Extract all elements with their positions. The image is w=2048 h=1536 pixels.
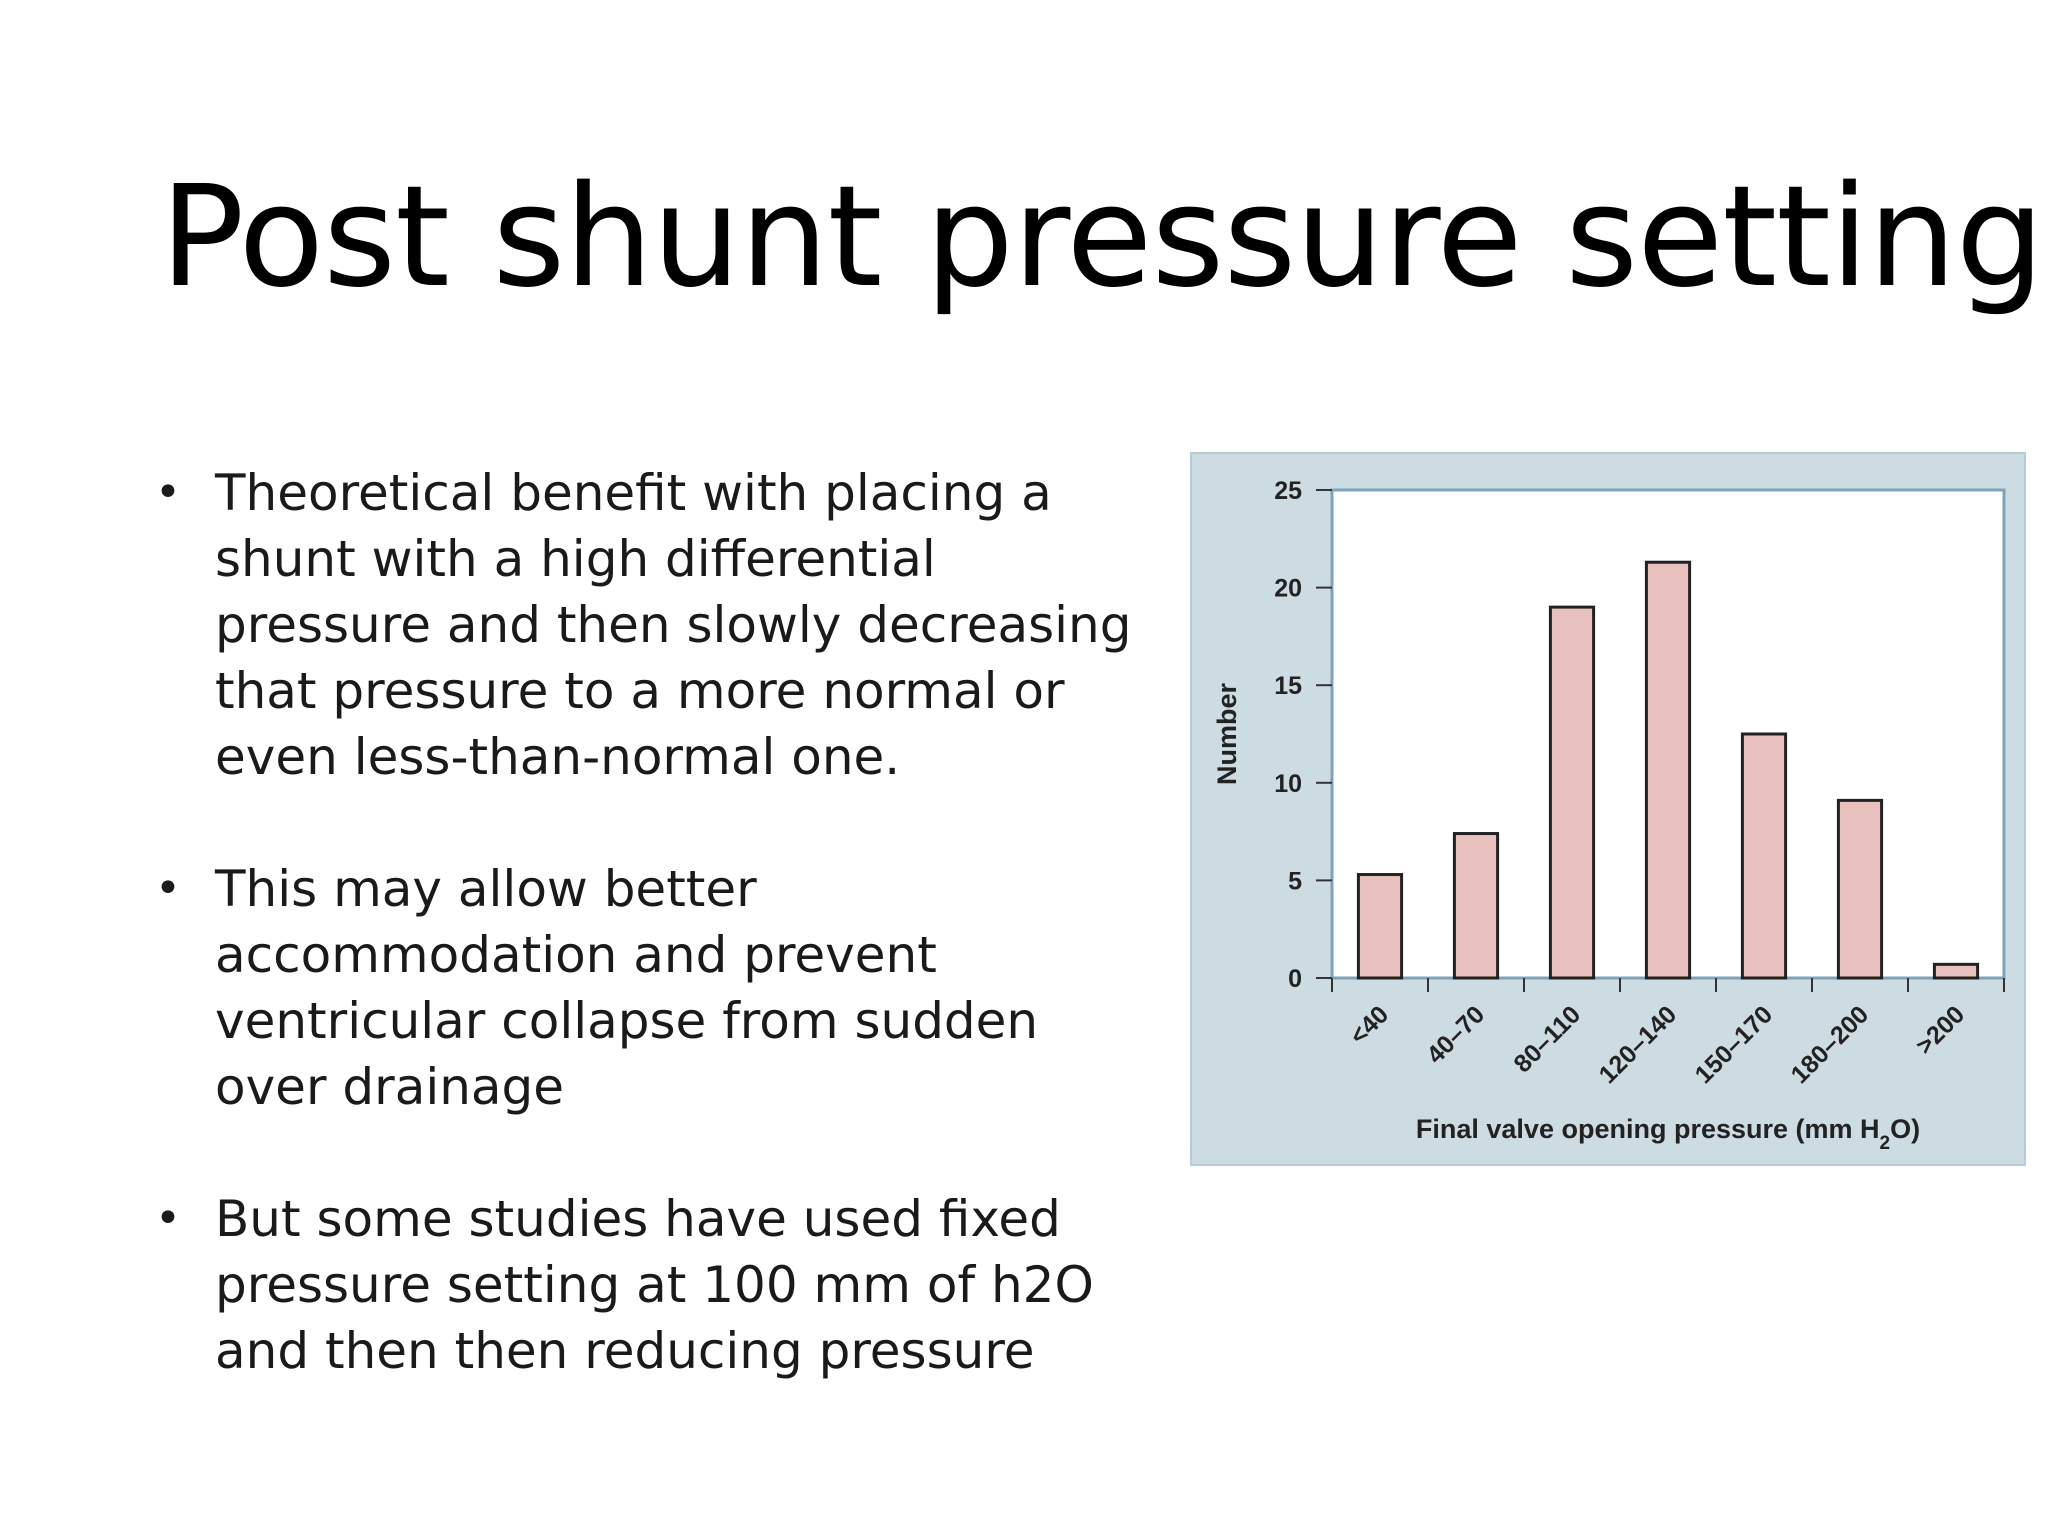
x-axis-label-subscript: 2 bbox=[1879, 1132, 1891, 1154]
x-axis-label-suffix: O) bbox=[1890, 1114, 1921, 1144]
x-tick-label: 150–170 bbox=[1689, 1000, 1779, 1090]
x-tick-label: 120–140 bbox=[1593, 1000, 1683, 1090]
chart-panel bbox=[1190, 452, 2026, 1166]
bar-chart bbox=[1192, 454, 2028, 1168]
bullet-dot-icon: • bbox=[155, 1193, 181, 1244]
x-axis-label-main: Final valve opening pressure (mm H bbox=[1415, 1114, 1880, 1144]
x-tick-label: 180–200 bbox=[1785, 1000, 1875, 1090]
bullet-item bbox=[155, 1186, 1135, 1384]
y-tick-label: 0 bbox=[1288, 965, 1302, 993]
y-tick-label: 15 bbox=[1274, 672, 1302, 701]
bar bbox=[1454, 834, 1497, 978]
bar bbox=[1358, 875, 1401, 978]
bullet-item bbox=[155, 856, 1135, 1120]
x-axis bbox=[1332, 978, 2004, 1089]
x-axis-label bbox=[1416, 1114, 1920, 1154]
x-tick-label: >200 bbox=[1910, 1000, 1971, 1061]
bullet-dot-icon: • bbox=[155, 863, 181, 914]
bullet-text: This may allow better accommodation and prevent ventricular collapse from sudden over drainage bbox=[215, 860, 1039, 1116]
x-tick-label: 40–70 bbox=[1421, 1000, 1491, 1070]
bar bbox=[1550, 607, 1593, 978]
y-tick-label: 25 bbox=[1274, 477, 1302, 505]
y-tick-label: 20 bbox=[1274, 574, 1302, 603]
bar bbox=[1646, 562, 1689, 978]
x-tick-label: <40 bbox=[1344, 1000, 1395, 1051]
bullet-text: But some studies have used fixed pressure setting at 100 mm of h2O and then then reducing pressure bbox=[215, 1190, 1094, 1380]
slide-title: Post shunt pressure setting bbox=[160, 156, 2044, 319]
bar bbox=[1934, 964, 1977, 978]
bullet-text: Theoretical benefit with placing a shunt with a high differential pressure and then slowly decreasing that pressure to a more normal or even less-than-normal one. bbox=[215, 464, 1132, 786]
bar bbox=[1838, 800, 1881, 978]
y-axis bbox=[1274, 477, 1332, 993]
y-tick-label: 10 bbox=[1274, 769, 1302, 798]
y-tick-label: 5 bbox=[1288, 867, 1302, 896]
bullet-item bbox=[155, 460, 1135, 790]
x-tick-label: 80–110 bbox=[1508, 1000, 1587, 1079]
bar bbox=[1742, 734, 1785, 978]
bullet-dot-icon: • bbox=[155, 467, 181, 518]
bullet-list bbox=[155, 460, 1135, 1450]
y-axis-label: Number bbox=[1212, 682, 1242, 786]
